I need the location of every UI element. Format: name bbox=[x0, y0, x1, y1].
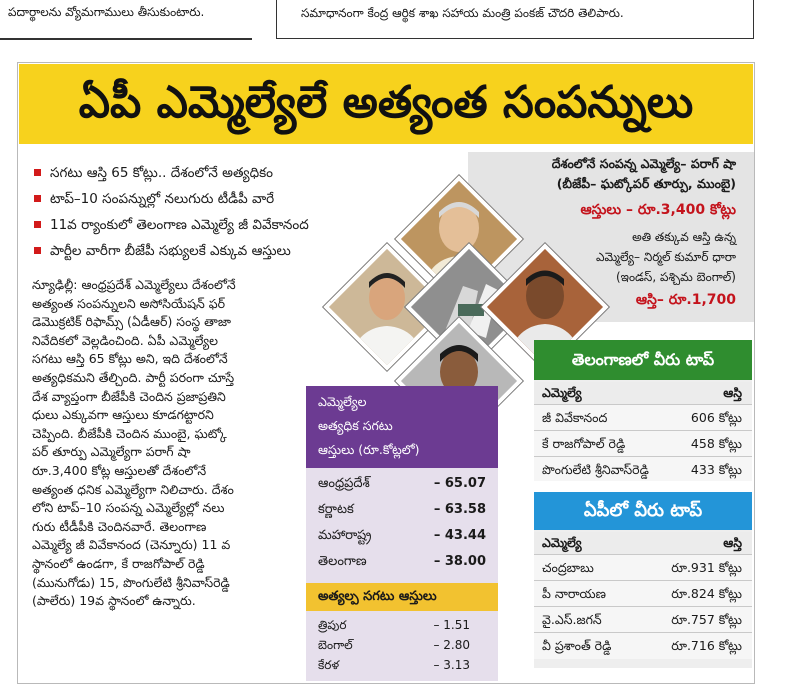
table-column-header bbox=[534, 532, 752, 554]
mla-asset: రూ.824 కోట్లు bbox=[671, 586, 742, 601]
body-line: అత్యధికమని తేల్చింది. పార్టీ పరంగా చూస్తే bbox=[32, 369, 235, 385]
state-name: కర్ణాటక bbox=[318, 502, 354, 517]
bullet-item bbox=[34, 186, 394, 212]
mla-asset: 458 కోట్లు bbox=[690, 436, 742, 451]
table-row bbox=[534, 404, 752, 431]
state-name: ఆంధ్రప్రదేశ్‌ bbox=[318, 476, 370, 491]
column-asset: ఆస్తి bbox=[723, 535, 742, 550]
poorest-mla-name: ఎమ్మెల్యే– నిర్మల్‌ కుమార్‌ ధారా bbox=[595, 250, 736, 264]
mla-name: పీ నారాయణ bbox=[542, 586, 606, 601]
bullet-item bbox=[34, 238, 394, 264]
mla-name: వై.ఎస్‌.జగన్‌ bbox=[542, 612, 602, 627]
bullet-marker-icon bbox=[34, 247, 41, 254]
body-line: ధులు ఎక్కువగా ఆస్తులు కూడగట్టారని bbox=[32, 407, 214, 423]
state-name: కేరళ bbox=[318, 658, 340, 672]
table-row bbox=[534, 606, 752, 633]
previous-article-fragment bbox=[0, 0, 252, 40]
mla-name: చంద్రబాబు bbox=[542, 560, 594, 575]
poorest-mla-place: (ఇండస్‌, పశ్చిమ బెంగాల్‌) bbox=[616, 270, 736, 284]
highlight-bullets bbox=[34, 160, 394, 264]
body-line: గురు టీడీపీకి చెందినవారే. తెలంగాణ bbox=[32, 518, 207, 534]
state-name: తెలంగాణ bbox=[318, 554, 367, 569]
table-row bbox=[318, 476, 490, 500]
mla-asset: రూ.931 కోట్లు bbox=[671, 560, 742, 575]
body-line: రూ.3,400 కోట్ల ఆస్తులతో దేశంలోనే bbox=[32, 462, 207, 478]
state-name: మహారాష్ట్ర bbox=[318, 528, 372, 543]
table-row bbox=[534, 456, 752, 481]
bullet-text: సగటు ఆస్తి 65 కోట్లు.. దేశంలోనే అత్యధికం bbox=[50, 165, 274, 181]
body-line: లోని టాప్‌–10 సంపన్న ఎమ్మెల్యేల్లో నలు bbox=[32, 500, 225, 516]
mla-asset: రూ.757 కోట్లు bbox=[671, 612, 742, 627]
table-row bbox=[534, 580, 752, 607]
body-line: (పాలేరు) 19వ స్థానంలో ఉన్నారు. bbox=[32, 593, 196, 609]
average-assets-header bbox=[306, 386, 498, 468]
state-value: – 63.58 bbox=[433, 502, 486, 517]
body-line: చెప్పింది. బీజేపీకి చెందిన ముంబై, ఘట్కో bbox=[32, 425, 227, 441]
column-mla: ఎమ్మెల్యే bbox=[542, 385, 582, 400]
body-line: అత్యంత ధనిక ఎమ్మెల్యేగా నిలిచారు. దేశం bbox=[32, 481, 234, 497]
mla-name: పొంగులేటి శ్రీనివాస్‌రెడ్డి bbox=[542, 462, 649, 477]
state-value: – 3.13 bbox=[433, 658, 470, 672]
richest-mla-title: దేశంలోనే సంపన్న ఎమ్మెల్యే– పరాగ్‌ షా bbox=[551, 156, 736, 171]
table-row bbox=[318, 528, 490, 552]
ap-top-table bbox=[534, 492, 752, 668]
headline-banner bbox=[19, 64, 753, 144]
body-line: అత్యంత సంపన్నులని అసోసియేషన్‌ ఫర్‌ bbox=[32, 295, 226, 311]
adjacent-article-text: సమాధానంగా కేంద్ర ఆర్థిక శాఖ సహాయ మంత్రి పంకజ్ చౌదరి తెలిపారు. bbox=[301, 6, 624, 20]
mla-name: కే రాజగోపాల్‌ రెడ్డి bbox=[542, 436, 626, 451]
body-line: పర్‌ తూర్పు ఎమ్మెల్యేగా పరాగ్‌ షా bbox=[32, 444, 191, 460]
body-line: న్యూఢిల్లీ: ఆంధ్రప్రదేశ్‌ ఎమ్మెల్యేలు దేశంలోనే bbox=[32, 277, 236, 292]
table-row bbox=[534, 554, 752, 581]
richest-mla-party: (బీజేపీ– ఘట్కోపర్‌ తూర్పు, ముంబై) bbox=[556, 176, 736, 191]
mla-asset: రూ.716 కోట్లు bbox=[671, 638, 742, 653]
lowest-assets-header bbox=[306, 583, 498, 611]
headline: ఏపీ ఎమ్మెల్యేలే అత్యంత సంపన్నులు bbox=[78, 77, 694, 128]
header-line: ఆస్తులు (రూ.కోట్లలో) bbox=[318, 442, 420, 457]
table-row bbox=[534, 430, 752, 457]
state-value: – 1.51 bbox=[433, 618, 470, 632]
column-asset: ఆస్తి bbox=[723, 385, 742, 400]
lowest-assets-title: అత్యల్ప సగటు ఆస్తులు bbox=[318, 589, 437, 604]
bullet-marker-icon bbox=[34, 221, 41, 228]
bullet-text: 11వ ర్యాంకులో తెలంగాణ ఎమ్మెల్యే జీ వివేకానంద bbox=[50, 217, 309, 233]
table-row bbox=[318, 638, 478, 658]
header-line: ఎమ్మెల్యేల bbox=[318, 394, 367, 409]
mla-name: జీ వివేకానంద bbox=[542, 410, 608, 425]
body-line: ఎమ్మెల్యే జీ వివేకానంద (చెన్నూరు) 11 వ bbox=[32, 537, 231, 553]
bullet-item bbox=[34, 160, 394, 186]
table-row bbox=[534, 632, 752, 659]
state-value: – 65.07 bbox=[433, 476, 486, 491]
richest-mla-assets: ఆస్తులు – రూ.3,400 కోట్లు bbox=[580, 202, 736, 218]
bullet-marker-icon bbox=[34, 169, 41, 176]
body-line: (మునుగోడు) 15, పొంగులేటి శ్రీనివాస్‌రెడ్డి bbox=[32, 574, 230, 590]
body-line: సగటు ఆస్తి 65 కోట్లు అని, ఇది దేశంలోనే bbox=[32, 351, 228, 367]
bullet-text: టాప్‌–10 సంపన్నుల్లో నలుగురు టీడీపీ వారే bbox=[50, 191, 275, 207]
bullet-text: పార్టీల వారీగా బీజేపీ సభ్యులకే ఎక్కువ ఆస్తులు bbox=[50, 243, 291, 259]
table-column-header bbox=[534, 382, 752, 404]
body-line: నివేదికలో వెల్లడించింది. ఏపీ ఎమ్మెల్యేల bbox=[32, 332, 218, 348]
column-mla: ఎమ్మెల్యే bbox=[542, 535, 582, 550]
body-line: స్థానంలో ఉండగా, కే రాజగోపాల్‌ రెడ్డి bbox=[32, 555, 205, 571]
table-row bbox=[318, 554, 490, 578]
article-body bbox=[32, 276, 294, 611]
poorest-mla-label: అతి తక్కువ ఆస్తి ఉన్న bbox=[632, 230, 736, 244]
adjacent-article-fragment bbox=[276, 0, 754, 39]
header-line: అత్యధిక సగటు bbox=[318, 418, 393, 433]
average-assets-table bbox=[306, 386, 498, 681]
table-row bbox=[318, 658, 478, 678]
mla-asset: 606 కోట్లు bbox=[690, 410, 742, 425]
telangana-top-table bbox=[534, 340, 752, 480]
poorest-mla-asset: ఆస్తి– రూ.1,700 bbox=[635, 292, 736, 308]
body-line: దేశ వ్యాప్తంగా బీజేపీకి చెందిన ప్రజాప్రతిని bbox=[32, 388, 226, 404]
bullet-item bbox=[34, 212, 394, 238]
telangana-table-title: తెలంగాణలో వీరు టాప్‌ bbox=[534, 340, 752, 380]
state-name: త్రిపుర bbox=[318, 618, 347, 632]
mla-name: వీ ప్రశాంత్‌ రెడ్డి bbox=[542, 638, 612, 653]
table-row bbox=[318, 502, 490, 526]
previous-article-text: పదార్థాలను వ్యోమగాములు తీసుకుంటారు. bbox=[8, 5, 205, 19]
state-value: – 38.00 bbox=[433, 554, 486, 569]
bullet-marker-icon bbox=[34, 195, 41, 202]
state-value: – 2.80 bbox=[433, 638, 470, 652]
table-row bbox=[318, 618, 478, 638]
ap-table-title: ఏపీలో వీరు టాప్‌ bbox=[534, 492, 752, 530]
state-name: బెంగాల్‌ bbox=[318, 638, 353, 652]
body-line: డెమొక్రటిక్‌ రిఫామ్స్‌ (ఏడీఆర్‌) సంస్థ తాజా bbox=[32, 314, 231, 330]
state-value: – 43.44 bbox=[433, 528, 486, 543]
mla-asset: 433 కోట్లు bbox=[690, 462, 742, 477]
